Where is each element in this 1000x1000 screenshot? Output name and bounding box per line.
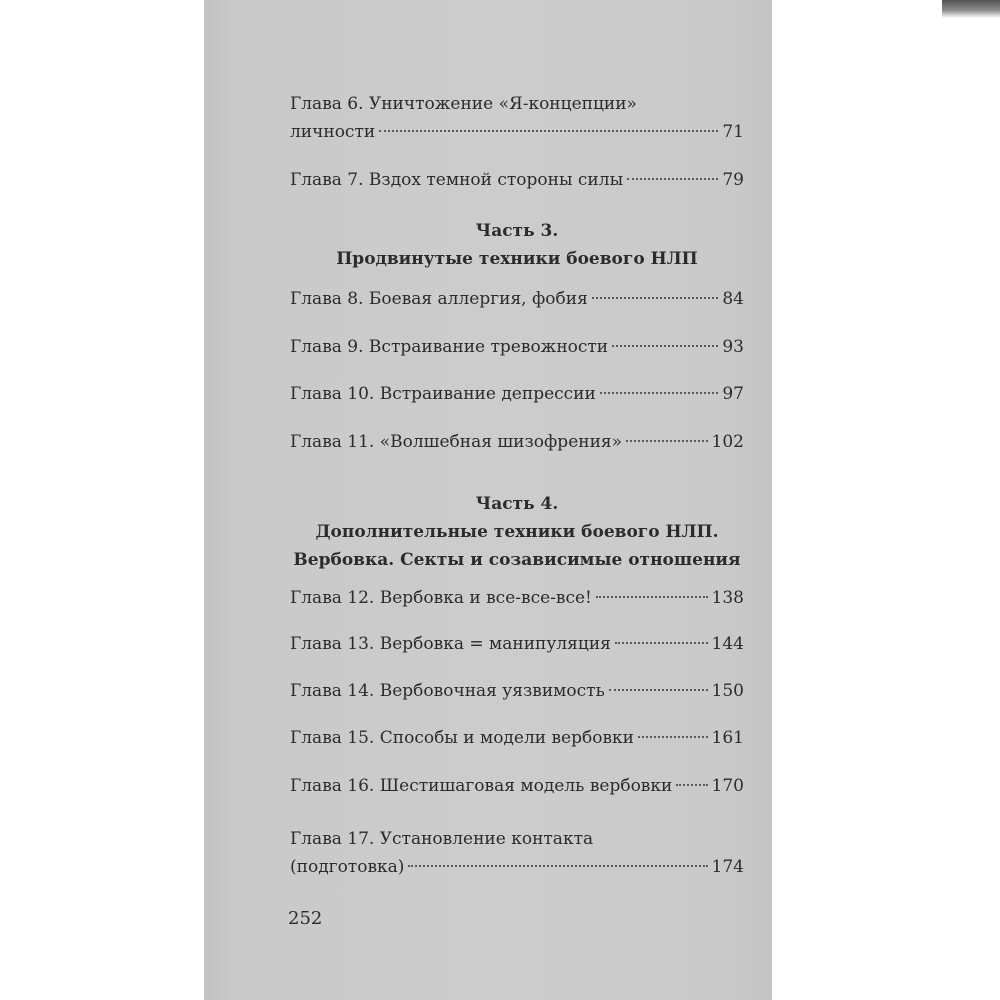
part-subtitle-2: Вербовка. Секты и созависимые отношения [293,550,741,570]
page-number: 144 [711,634,744,654]
dot-leader [676,784,707,786]
page-number: 97 [722,384,744,404]
toc-entry-chapter-17[interactable] [290,825,744,881]
toc-entry-chapter-16[interactable] [290,772,744,800]
dot-leader [609,689,708,691]
toc-entry-chapter-15[interactable] [290,724,744,752]
toc-entry-chapter-14[interactable] [290,677,744,705]
dot-leader [626,440,708,442]
part-title: Часть 4. [475,494,559,514]
toc-entry-chapter-10[interactable] [290,380,744,408]
dot-leader [615,642,708,644]
toc-entry-chapter-11[interactable] [290,428,744,456]
page-number-footer: 252 [288,908,323,929]
chapter-title: Глава 9. Встраивание тревожности [290,337,609,357]
page-number: 102 [711,432,744,452]
toc-entry-chapter-6[interactable] [290,90,744,146]
page-number: 71 [722,122,744,142]
part-title: Часть 3. [475,221,559,241]
dot-leader [627,178,718,180]
toc-entry-chapter-13[interactable] [290,630,744,658]
dot-leader [408,865,707,867]
page-number: 79 [722,170,744,190]
dot-leader [592,297,719,299]
part-subtitle: Продвинутые техники боевого НЛП [336,249,698,269]
toc-entry-chapter-8[interactable] [290,285,744,313]
part-3-heading [204,217,830,273]
toc-entry-chapter-12[interactable] [290,584,744,612]
chapter-title: Глава 12. Вербовка и все-все-все! [290,588,592,608]
part-4-heading [204,490,830,574]
page-number: 161 [711,728,744,748]
chapter-title-continued: (подготовка) [290,857,405,877]
dot-leader [596,596,708,598]
page-number: 170 [711,776,744,796]
page-number: 150 [711,681,744,701]
dot-leader [600,392,719,394]
toc-entry-chapter-7[interactable] [290,166,744,194]
chapter-title: Глава 16. Шестишаговая модель вербовки [290,776,673,796]
page-number: 138 [711,588,744,608]
page-number: 93 [722,337,744,357]
dot-leader [379,130,718,132]
page-number: 84 [722,289,744,309]
chapter-title: Глава 11. «Волшебная шизофрения» [290,432,623,452]
chapter-title-continued: личности [290,122,376,142]
chapter-title: Глава 7. Вздох темной стороны силы [290,170,624,190]
chapter-title: Глава 10. Встраивание депрессии [290,384,596,404]
chapter-title: Глава 15. Способы и модели вербовки [290,728,635,748]
book-page [204,0,772,1000]
part-subtitle: Дополнительные техники боевого НЛП. [315,522,719,542]
dot-leader [612,345,718,347]
chapter-title: Глава 14. Вербовочная уязвимость [290,681,605,701]
chapter-title: Глава 17. Установление контакта [290,829,594,849]
background-corner [942,0,1000,18]
toc-entry-chapter-9[interactable] [290,333,744,361]
chapter-title: Глава 8. Боевая аллергия, фобия [290,289,588,309]
page-number: 174 [711,857,744,877]
chapter-title: Глава 13. Вербовка = манипуляция [290,634,611,654]
chapter-title: Глава 6. Уничтожение «Я-концепции» [290,94,637,114]
dot-leader [638,736,708,738]
